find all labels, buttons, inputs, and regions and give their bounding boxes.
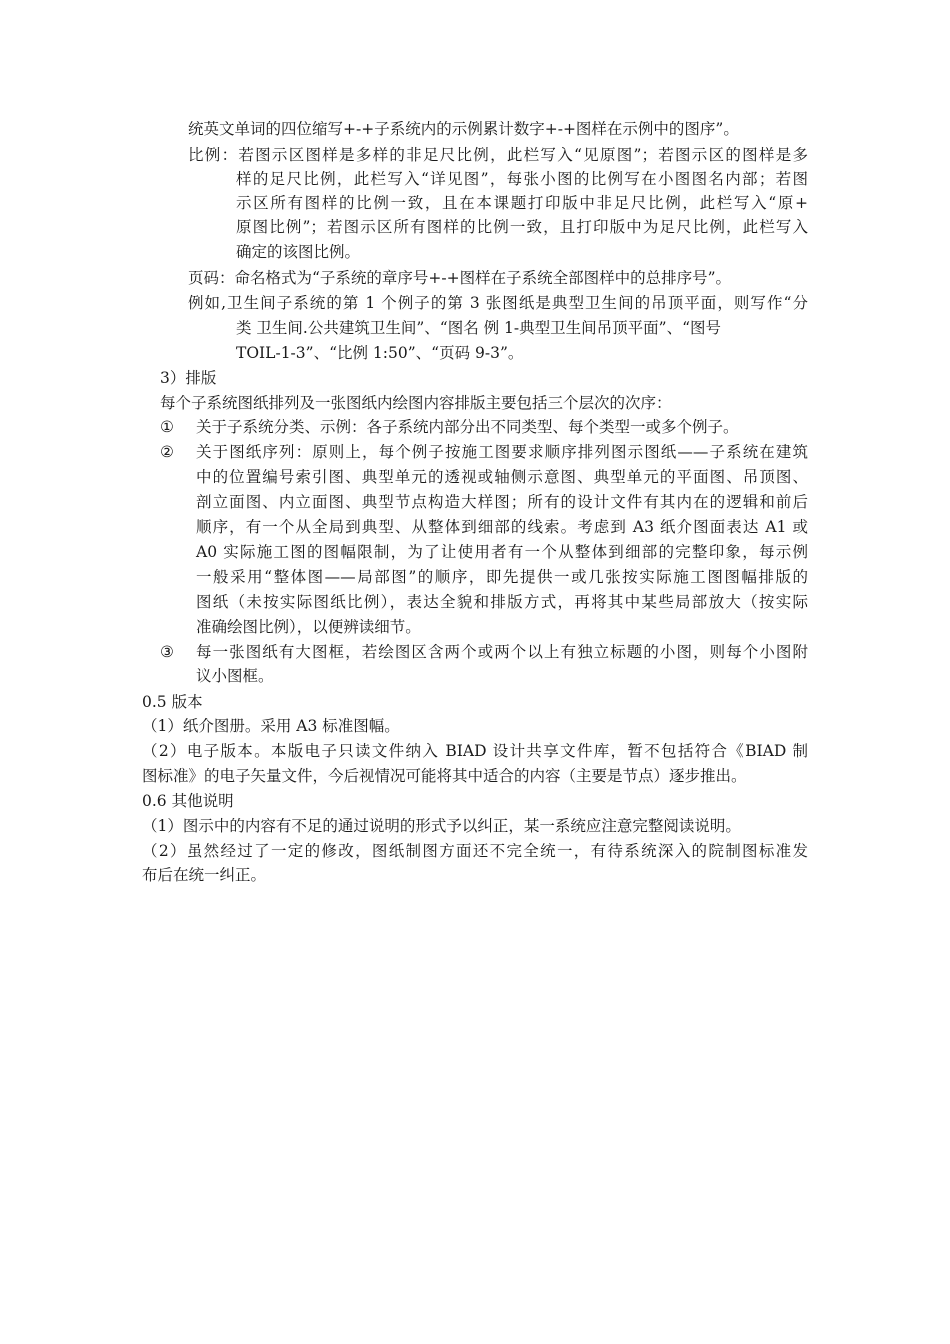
list-marker: ① bbox=[160, 418, 174, 436]
text-line: 每个子系统图纸排列及一张图纸内绘图内容排版主要包括三个层次的次序： bbox=[160, 394, 672, 412]
text-line: 比例：若图示区图样是多样的非足尺比例，此栏写入“见原图”；若图示区的图样是多 bbox=[188, 146, 808, 164]
text-line: 图标准》的电子矢量文件，今后视情况可能将其中适合的内容（主要是节点）逐步推出。 bbox=[142, 767, 747, 785]
text-line: 示区所有图样的比例一致，且在本课题打印版中非足尺比例，此栏写入“原+ bbox=[236, 194, 808, 212]
text-line: 图纸（未按实际图纸比例），表达全貌和排版方式，再将其中某些局部放大（按实际 bbox=[196, 593, 808, 611]
text-line: A0 实际施工图的图幅限制，为了让使用者有一个从整体到细部的完整印象，每示例 bbox=[196, 543, 808, 561]
text-line: （2）虽然经过了一定的修改，图纸制图方面还不完全统一，有待系统深入的院制图标准发 bbox=[142, 842, 808, 860]
section-heading: 3）排版 bbox=[160, 369, 217, 387]
text-line: 剖立面图、内立面图、典型节点构造大样图；所有的设计文件有其内在的逻辑和前后 bbox=[196, 493, 808, 511]
text-line: 准确绘图比例），以便辨读细节。 bbox=[196, 618, 421, 636]
text-line: TOIL-1-3”、“比例 1:50”、“页码 9-3”。 bbox=[236, 344, 524, 362]
text-line: （1）纸介图册。采用 A3 标准图幅。 bbox=[142, 717, 400, 735]
text-line: 每一张图纸有大图框，若绘图区含两个或两个以上有独立标题的小图，则每个小图附 bbox=[196, 643, 808, 661]
text-line: 布后在统一纠正。 bbox=[142, 866, 267, 884]
text-line: 确定的该图比例。 bbox=[236, 243, 361, 261]
text-line: 页码：命名格式为“子系统的章序号+-+图样在子系统全部图样中的总排序号”。 bbox=[188, 269, 732, 287]
text-line: 原图比例”；若图示区所有图样的比例一致，且打印版中为足尺比例，此栏写入 bbox=[236, 218, 808, 236]
text-line: 类 卫生间.公共建筑卫生间”、“图名 例 1-典型卫生间吊顶平面”、“图号 bbox=[236, 319, 722, 337]
text-line: 中的位置编号索引图、典型单元的透视或轴侧示意图、典型单元的平面图、吊顶图、 bbox=[196, 468, 808, 486]
text-line: 统英文单词的四位缩写+-+子系统内的示例累计数字+-+图样在示例中的图序”。 bbox=[188, 120, 739, 138]
text-line: （1）图示中的内容有不足的通过说明的形式予以纠正，某一系统应注意完整阅读说明。 bbox=[142, 817, 741, 835]
section-heading: 0.5 版本 bbox=[142, 693, 203, 711]
text-line: 顺序，有一个从全局到典型、从整体到细部的线索。考虑到 A3 纸介图面表达 A1 或 bbox=[196, 518, 808, 536]
section-heading: 0.6 其他说明 bbox=[142, 792, 234, 810]
text-line: 例如,卫生间子系统的第 1 个例子的第 3 张图纸是典型卫生间的吊顶平面，则写作“分 bbox=[188, 294, 808, 312]
text-line: 议小图框。 bbox=[196, 667, 274, 685]
text-line: 样的足尺比例，此栏写入“详见图”，每张小图的比例写在小图图名内部；若图 bbox=[236, 170, 808, 188]
text-line: 关于子系统分类、示例：各子系统内部分出不同类型、每个类型一或多个例子。 bbox=[196, 418, 739, 436]
text-line: 关于图纸序列：原则上，每个例子按施工图要求顺序排列图示图纸——子系统在建筑 bbox=[196, 443, 808, 461]
text-line: 一般采用“整体图——局部图”的顺序，即先提供一或几张按实际施工图图幅排版的 bbox=[196, 568, 808, 586]
list-marker: ② bbox=[160, 443, 174, 461]
list-marker: ③ bbox=[160, 643, 174, 661]
text-line: （2）电子版本。本版电子只读文件纳入 BIAD 设计共享文件库，暂不包括符合《BIAD 制 bbox=[142, 742, 808, 760]
